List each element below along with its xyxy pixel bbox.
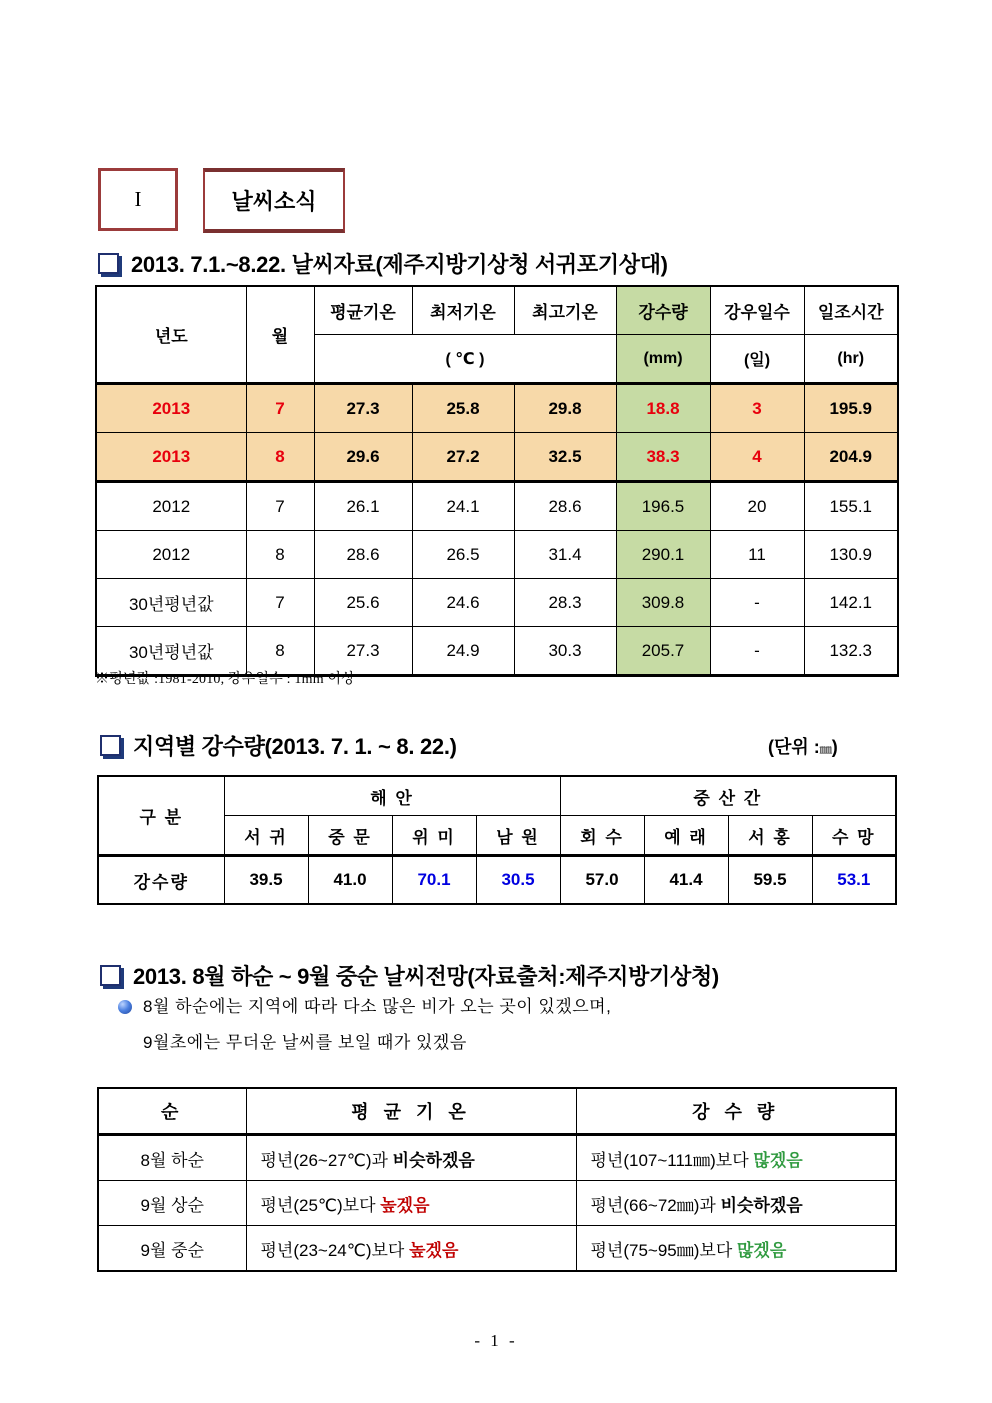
header-group-coast: 해 안 [224, 776, 560, 816]
precip-text: 평년(107~111㎜)보다 [590, 1150, 749, 1170]
section1-heading [98, 248, 668, 279]
header-station: 예 래 [644, 816, 728, 856]
cell-temp-forecast [246, 1226, 576, 1272]
cell-min-temp: 26.5 [412, 531, 514, 579]
section2-heading-text: 지역별 강수량(2013. 7. 1. ~ 8. 22.) [133, 734, 457, 759]
header-unit-celsius: ( ℃ ) [314, 335, 616, 384]
cell-max-temp: 32.5 [514, 433, 616, 482]
cell-sunshine: 155.1 [804, 482, 898, 531]
cell-precipitation: 309.8 [616, 579, 710, 627]
header-station: 위 미 [392, 816, 476, 856]
table-row [98, 1226, 896, 1272]
table-row [96, 531, 898, 579]
cell-max-temp: 30.3 [514, 627, 616, 676]
section3-heading-text: 2013. 8월 하순 ~ 9월 중순 날씨전망(자료출처:제주지방기상청) [133, 964, 719, 989]
header-unit-hr: (hr) [804, 335, 898, 384]
header-station: 수 망 [812, 816, 896, 856]
header-station: 서 귀 [224, 816, 308, 856]
cell-year: 30년평년값 [96, 627, 246, 676]
unit-value: ㎜ [819, 742, 832, 756]
cell-precipitation-value: 53.1 [812, 856, 896, 905]
forecast-text-1: 8월 하순에는 지역에 따라 다소 많은 비가 오는 곳이 있겠으며, [143, 997, 612, 1016]
section3-forecast-summary [118, 996, 918, 1068]
forecast-table [97, 1087, 897, 1272]
temp-text: 평년(26~27℃)과 [260, 1150, 388, 1170]
header-unit-days: (일) [710, 335, 804, 384]
temp-emphasis: 높겠음 [380, 1195, 430, 1215]
cell-precipitation-value: 41.0 [308, 856, 392, 905]
header-station: 회 수 [560, 816, 644, 856]
header-min-temp: 최저기온 [412, 286, 514, 335]
cell-sunshine: 195.9 [804, 384, 898, 433]
cell-period: 9월 중순 [98, 1226, 246, 1272]
cell-avg-temp: 29.6 [314, 433, 412, 482]
cell-precipitation-value: 57.0 [560, 856, 644, 905]
unit-label: (단위 : [768, 737, 820, 757]
temp-emphasis: 비슷하겠음 [392, 1150, 475, 1170]
cell-avg-temp: 25.6 [314, 579, 412, 627]
header-precipitation: 강수량 [616, 286, 710, 335]
cell-rain-days: 4 [710, 433, 804, 482]
cell-precip-forecast [576, 1226, 896, 1272]
cell-avg-temp: 27.3 [314, 627, 412, 676]
cell-sunshine: 130.9 [804, 531, 898, 579]
header-station: 서 홍 [728, 816, 812, 856]
table-header-row-1 [98, 776, 896, 816]
square-bullet-icon [100, 965, 121, 986]
header-division: 구 분 [98, 776, 224, 856]
cell-max-temp: 31.4 [514, 531, 616, 579]
cell-precip-forecast [576, 1135, 896, 1181]
cell-precipitation: 196.5 [616, 482, 710, 531]
section-title-box: 날씨소식 [203, 168, 345, 233]
cell-year: 2013 [96, 433, 246, 482]
cell-precipitation-value: 59.5 [728, 856, 812, 905]
cell-precip-forecast [576, 1181, 896, 1226]
cell-min-temp: 24.6 [412, 579, 514, 627]
row-label-precipitation: 강수량 [98, 856, 224, 905]
cell-sunshine: 142.1 [804, 579, 898, 627]
cell-rain-days: 20 [710, 482, 804, 531]
section2-unit-note [768, 733, 838, 759]
header-year: 년도 [96, 286, 246, 384]
page-number: - 1 - [474, 1331, 518, 1350]
header-max-temp: 최고기온 [514, 286, 616, 335]
cell-sunshine: 204.9 [804, 433, 898, 482]
square-bullet-icon [98, 253, 119, 274]
cell-precipitation-value: 41.4 [644, 856, 728, 905]
header-rain-days: 강우일수 [710, 286, 804, 335]
table-header-row-1 [96, 286, 898, 335]
cell-rain-days: - [710, 627, 804, 676]
forecast-bullet-line-2 [143, 1032, 918, 1054]
precip-text: 평년(75~95㎜)보다 [590, 1240, 733, 1260]
forecast-bullet-line-1 [118, 996, 918, 1018]
temp-text: 평년(23~24℃)보다 [260, 1240, 405, 1260]
cell-min-temp: 27.2 [412, 433, 514, 482]
regional-precipitation-table [97, 775, 897, 905]
cell-max-temp: 28.6 [514, 482, 616, 531]
precip-emphasis: 비슷하겠음 [720, 1195, 803, 1215]
cell-year: 30년평년값 [96, 579, 246, 627]
section3-heading [100, 960, 719, 991]
temp-text: 평년(25℃)보다 [260, 1195, 376, 1215]
cell-month: 8 [246, 627, 314, 676]
cell-precipitation-value: 70.1 [392, 856, 476, 905]
cell-period: 8월 하순 [98, 1135, 246, 1181]
cell-max-temp: 28.3 [514, 579, 616, 627]
section1-heading-text: 2013. 7.1.~8.22. 날씨자료(제주지방기상청 서귀포기상대) [131, 252, 668, 277]
square-bullet-icon [100, 735, 121, 756]
cell-month: 7 [246, 384, 314, 433]
cell-min-temp: 25.8 [412, 384, 514, 433]
cell-avg-temp: 27.3 [314, 384, 412, 433]
cell-month: 8 [246, 531, 314, 579]
cell-year: 2012 [96, 531, 246, 579]
cell-period: 9월 상순 [98, 1181, 246, 1226]
table-row [96, 579, 898, 627]
section2-heading [100, 730, 457, 761]
temp-emphasis: 높겠음 [409, 1240, 459, 1260]
precip-emphasis: 많겠음 [753, 1150, 803, 1170]
table-row [98, 856, 896, 905]
cell-min-temp: 24.1 [412, 482, 514, 531]
circle-bullet-icon [118, 1000, 132, 1014]
table-row [98, 1135, 896, 1181]
cell-precipitation: 18.8 [616, 384, 710, 433]
cell-rain-days: 11 [710, 531, 804, 579]
cell-month: 7 [246, 579, 314, 627]
cell-precipitation: 205.7 [616, 627, 710, 676]
cell-min-temp: 24.9 [412, 627, 514, 676]
roman-numeral-box: I [98, 168, 178, 231]
cell-temp-forecast [246, 1181, 576, 1226]
section1-footnote: ※평년값 :1981-2010, 강우일수 : 1mm 이상 [95, 672, 355, 687]
header-unit-mm: (mm) [616, 335, 710, 384]
header-avg-temp: 평균기온 [314, 286, 412, 335]
header-month: 월 [246, 286, 314, 384]
table-row [98, 1181, 896, 1226]
header-station: 중 문 [308, 816, 392, 856]
cell-avg-temp: 28.6 [314, 531, 412, 579]
unit-close: ) [831, 737, 838, 757]
header-station: 남 원 [476, 816, 560, 856]
cell-max-temp: 29.8 [514, 384, 616, 433]
table-row [96, 433, 898, 482]
forecast-text-2: 9월초에는 무더운 날씨를 보일 때가 있겠음 [143, 1033, 467, 1052]
cell-month: 7 [246, 482, 314, 531]
header-precipitation: 강 수 량 [576, 1088, 896, 1135]
table-row [96, 384, 898, 433]
header-group-midmountain: 중 산 간 [560, 776, 896, 816]
cell-year: 2013 [96, 384, 246, 433]
precip-text: 평년(66~72㎜)과 [590, 1195, 716, 1215]
cell-sunshine: 132.3 [804, 627, 898, 676]
cell-precipitation: 290.1 [616, 531, 710, 579]
header-sunshine: 일조시간 [804, 286, 898, 335]
table-row [96, 482, 898, 531]
header-avg-temp: 평 균 기 온 [246, 1088, 576, 1135]
cell-avg-temp: 26.1 [314, 482, 412, 531]
header-period: 순 [98, 1088, 246, 1135]
cell-month: 8 [246, 433, 314, 482]
precip-emphasis: 많겠음 [737, 1240, 787, 1260]
cell-precipitation-value: 30.5 [476, 856, 560, 905]
cell-temp-forecast [246, 1135, 576, 1181]
weather-data-table [95, 285, 899, 677]
table-header-row [98, 1088, 896, 1135]
cell-rain-days: - [710, 579, 804, 627]
cell-rain-days: 3 [710, 384, 804, 433]
cell-year: 2012 [96, 482, 246, 531]
cell-precipitation-value: 39.5 [224, 856, 308, 905]
cell-precipitation: 38.3 [616, 433, 710, 482]
section-header-group [98, 168, 345, 233]
